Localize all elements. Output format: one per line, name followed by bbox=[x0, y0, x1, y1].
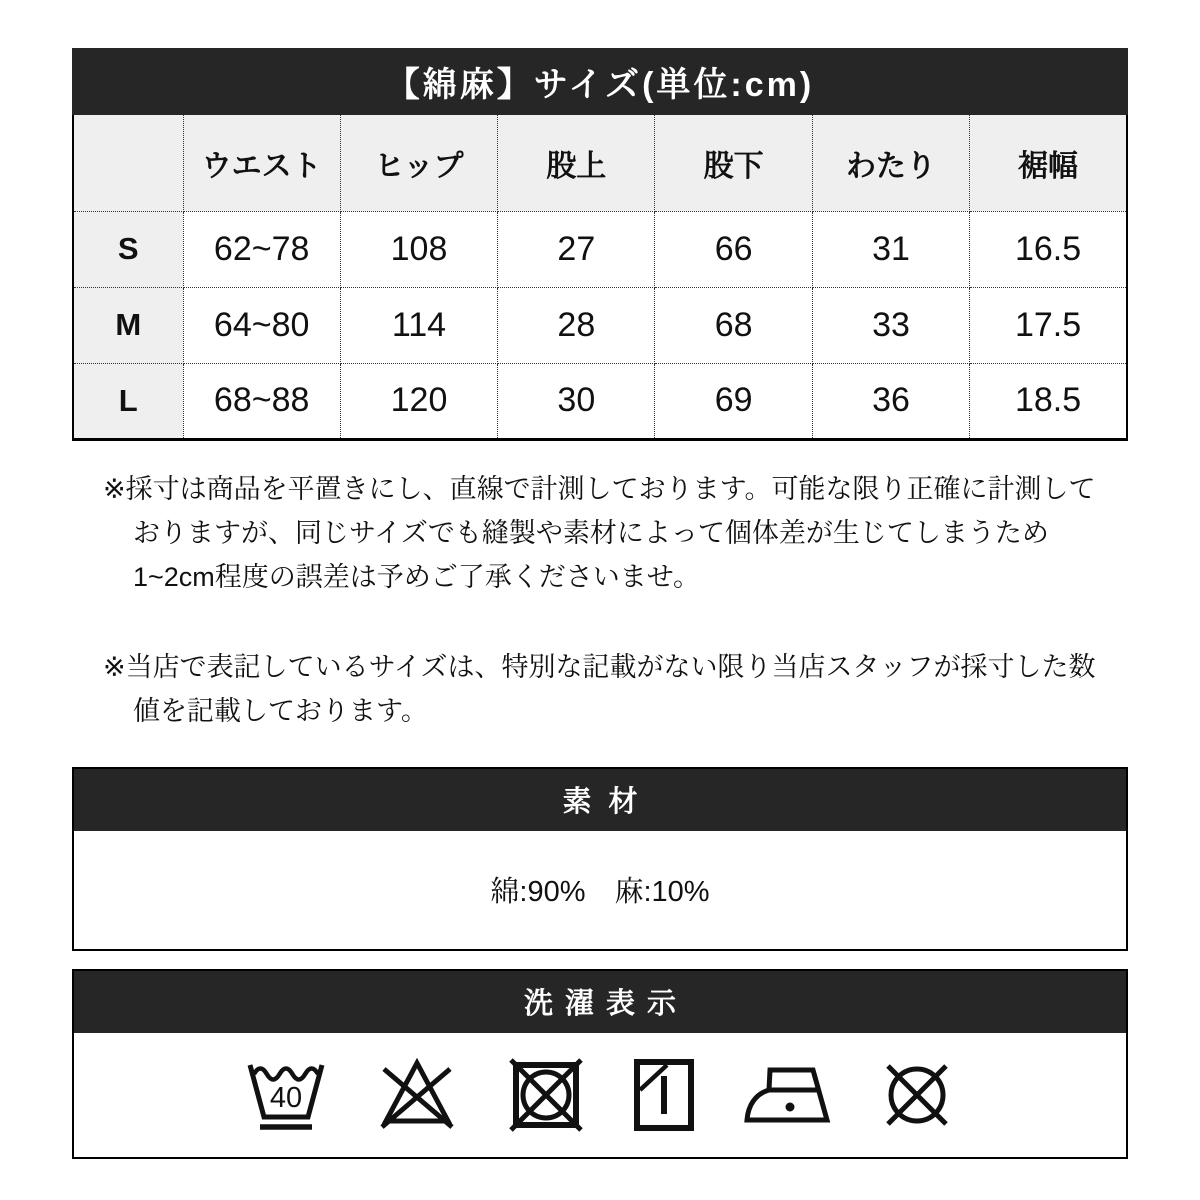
corner-cell bbox=[73, 115, 183, 211]
size-label: M bbox=[73, 287, 183, 363]
size-section-title-bar bbox=[72, 48, 1128, 115]
size-value-cell: 66 bbox=[655, 211, 812, 287]
no-dry-cleaning-icon bbox=[878, 1056, 956, 1134]
material-section bbox=[72, 767, 1128, 951]
no-bleach-icon bbox=[374, 1057, 460, 1133]
size-table-row bbox=[73, 211, 1127, 287]
size-value-cell: 27 bbox=[498, 211, 655, 287]
size-value-cell: 31 bbox=[812, 211, 969, 287]
size-label: L bbox=[73, 363, 183, 439]
material-section-body bbox=[74, 831, 1126, 949]
size-table-header-row bbox=[73, 115, 1127, 211]
size-value-cell: 114 bbox=[340, 287, 497, 363]
size-value-cell: 30 bbox=[498, 363, 655, 439]
size-value-cell: 68~88 bbox=[183, 363, 340, 439]
size-table bbox=[72, 115, 1128, 441]
size-table-row bbox=[73, 363, 1127, 439]
material-composition: 綿:90% 麻:10% bbox=[490, 876, 710, 908]
size-value-cell: 33 bbox=[812, 287, 969, 363]
column-header: 裾幅 bbox=[970, 115, 1127, 211]
care-section-header bbox=[74, 971, 1126, 1033]
iron-low-heat-icon bbox=[743, 1064, 831, 1126]
care-icons-row bbox=[74, 1033, 1126, 1157]
measurement-note: ※採寸は商品を平置きにし、直線で計測しております。可能な限り正確に計測しておりますが、同じサイズでも縫製や素材によって個体差が生じてしまうため1~2cm程度の誤差は予めご了承くださいませ。 bbox=[103, 473, 1096, 592]
size-value-cell: 36 bbox=[812, 363, 969, 439]
size-value-cell: 68 bbox=[655, 287, 812, 363]
column-header: わたり bbox=[812, 115, 969, 211]
size-value-cell: 62~78 bbox=[183, 211, 340, 287]
size-value-cell: 69 bbox=[655, 363, 812, 439]
size-section-title: 【綿麻】サイズ(単位:cm) bbox=[385, 66, 815, 104]
care-section-title: 洗濯表示 bbox=[523, 988, 688, 1020]
wash-40-gentle-icon bbox=[245, 1057, 327, 1133]
material-section-header bbox=[74, 769, 1126, 831]
wash-temp-label: 40 bbox=[269, 1081, 302, 1114]
size-value-cell: 108 bbox=[340, 211, 497, 287]
column-header: 股上 bbox=[498, 115, 655, 211]
size-value-cell: 120 bbox=[340, 363, 497, 439]
size-value-cell: 64~80 bbox=[183, 287, 340, 363]
column-header: 股下 bbox=[655, 115, 812, 211]
size-value-cell: 28 bbox=[498, 287, 655, 363]
size-table-body bbox=[73, 211, 1127, 439]
size-value-cell: 18.5 bbox=[970, 363, 1127, 439]
size-chart-page bbox=[72, 48, 1128, 1159]
shade-line-dry-icon bbox=[632, 1057, 696, 1133]
staff-measured-note: ※当店で表記しているサイズは、特別な記載がない限り当店スタッフが採寸した数値を記載しております。 bbox=[103, 651, 1096, 726]
material-section-title: 素材 bbox=[562, 786, 655, 818]
size-value-cell: 16.5 bbox=[970, 211, 1127, 287]
column-header: ウエスト bbox=[183, 115, 340, 211]
size-value-cell: 17.5 bbox=[970, 287, 1127, 363]
size-label: S bbox=[73, 211, 183, 287]
size-table-row bbox=[73, 287, 1127, 363]
care-section bbox=[72, 969, 1128, 1159]
column-header: ヒップ bbox=[340, 115, 497, 211]
no-tumble-dry-icon bbox=[507, 1056, 585, 1134]
